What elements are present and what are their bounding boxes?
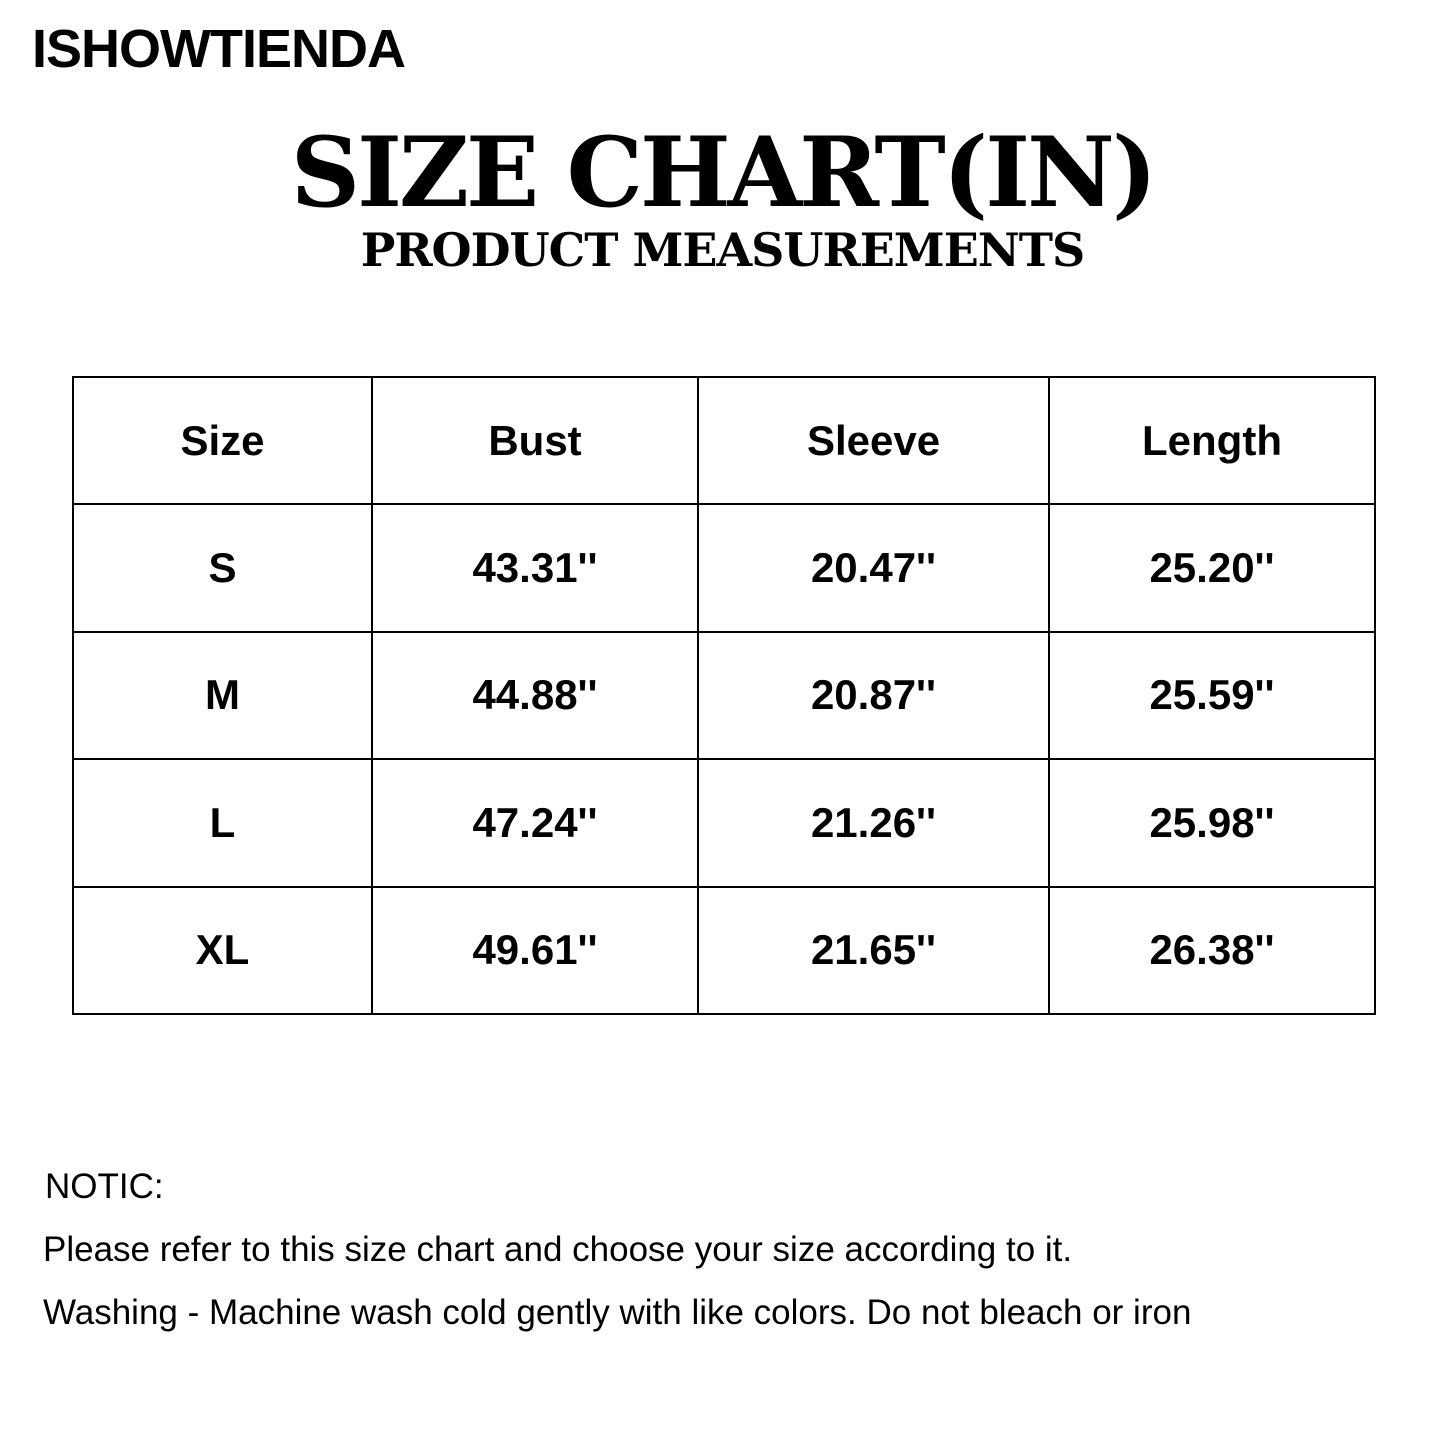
table-row xyxy=(73,504,1375,632)
cell-size: L xyxy=(73,759,372,887)
cell-bust: 49.61'' xyxy=(372,887,698,1015)
size-chart-table xyxy=(72,376,1376,1015)
cell-sleeve: 20.47'' xyxy=(698,504,1049,632)
cell-sleeve: 20.87'' xyxy=(698,632,1049,760)
notice-section xyxy=(43,1155,1191,1344)
notice-line-size-advice: Please refer to this size chart and choose your size according to it. xyxy=(43,1230,1073,1269)
brand-logo-text: ISHOWTIENDA xyxy=(32,19,405,79)
cell-size: S xyxy=(73,504,372,632)
header-bust: Bust xyxy=(372,377,698,504)
cell-bust: 43.31'' xyxy=(372,504,698,632)
table-row xyxy=(73,632,1375,760)
cell-sleeve: 21.26'' xyxy=(698,759,1049,887)
page-title: SIZE CHART(IN) xyxy=(290,116,1155,229)
cell-sleeve: 21.65'' xyxy=(698,887,1049,1015)
cell-length: 25.59'' xyxy=(1049,632,1375,760)
table-header-row xyxy=(73,377,1375,504)
cell-length: 25.98'' xyxy=(1049,759,1375,887)
table-row xyxy=(73,759,1375,887)
page-subtitle: PRODUCT MEASUREMENTS xyxy=(360,223,1085,277)
table-row xyxy=(73,887,1375,1015)
cell-bust: 44.88'' xyxy=(372,632,698,760)
cell-size: M xyxy=(73,632,372,760)
header-size: Size xyxy=(73,377,372,504)
header-length: Length xyxy=(1049,377,1375,504)
cell-length: 26.38'' xyxy=(1049,887,1375,1015)
cell-bust: 47.24'' xyxy=(372,759,698,887)
cell-length: 25.20'' xyxy=(1049,504,1375,632)
notice-heading: NOTIC: xyxy=(45,1167,164,1206)
header-sleeve: Sleeve xyxy=(698,377,1049,504)
cell-size: XL xyxy=(73,887,372,1015)
notice-line-washing: Washing - Machine wash cold gently with like colors. Do not bleach or iron xyxy=(43,1293,1192,1332)
